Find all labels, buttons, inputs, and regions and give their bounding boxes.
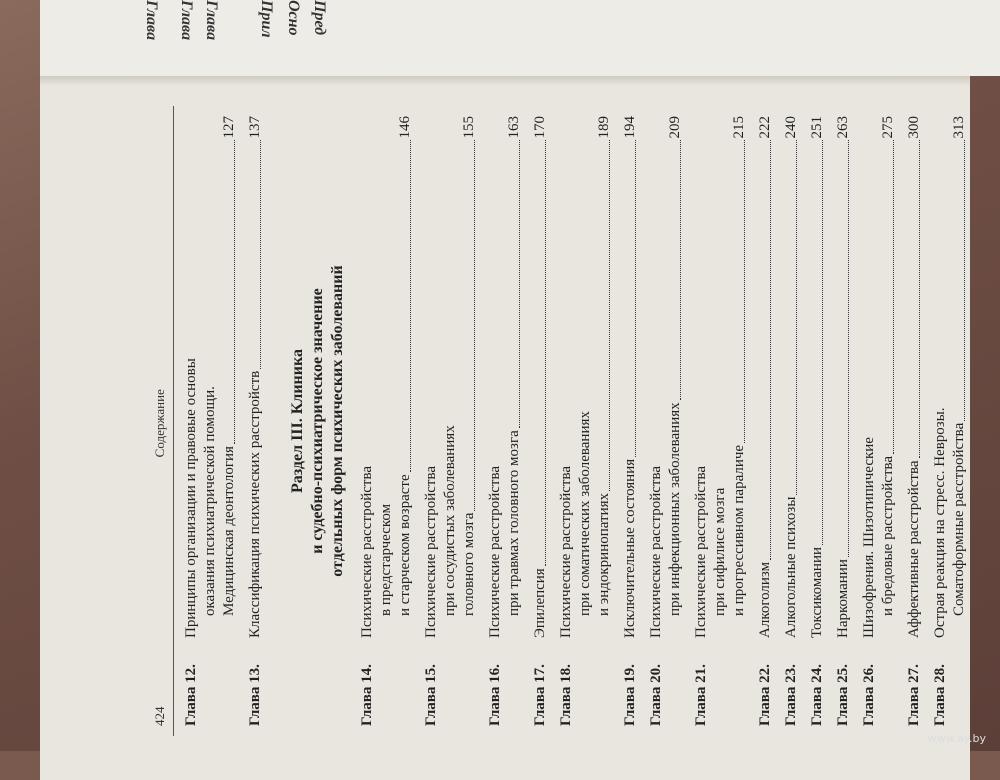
title-text: Принципы организации и правовые основы — [183, 357, 199, 638]
chapter-number: 14. — [359, 663, 375, 683]
page-ref: 170 — [532, 115, 548, 139]
section-title-line: Раздел III. Клиника — [289, 348, 306, 493]
toc-entry — [756, 116, 775, 726]
title-line — [358, 116, 377, 638]
page-ref: 251 — [809, 115, 825, 139]
chapter-label — [422, 638, 441, 726]
title-line — [557, 116, 576, 638]
title-line — [879, 116, 898, 638]
title-text: Медицинская деонтология — [221, 445, 237, 616]
entry-gap — [265, 116, 272, 726]
title-line — [422, 116, 441, 638]
chapter-label — [246, 638, 265, 726]
chapter-number: 27. — [906, 663, 922, 683]
title-text: и эндокринопатиях — [596, 492, 612, 616]
chapter-number: 20. — [648, 663, 664, 683]
title-line — [711, 116, 730, 638]
entry-gap — [749, 116, 756, 726]
page-ref: 209 — [667, 115, 683, 139]
rotated-page-content — [150, 106, 967, 736]
leader-dots — [410, 140, 411, 472]
chapter-label — [647, 638, 666, 726]
chapter-label — [905, 638, 924, 726]
chapter-word: Глава — [835, 686, 851, 726]
title-text: Эпилепсия — [532, 567, 548, 638]
chapter-title — [422, 116, 479, 638]
chapter-label — [808, 638, 827, 726]
chapter-label — [782, 638, 801, 726]
chapter-number: 23. — [783, 663, 799, 683]
chapter-word: Глава — [861, 686, 877, 726]
chapter-word: Глава — [906, 686, 922, 726]
toc-entry — [486, 116, 524, 726]
entry-gap — [640, 116, 647, 726]
chapter-number: 17. — [532, 663, 548, 683]
title-line — [860, 116, 879, 638]
entry-gap — [801, 116, 808, 726]
title-line — [782, 116, 801, 638]
entry-gap — [415, 116, 422, 726]
title-line — [808, 116, 827, 638]
chapter-title — [486, 116, 524, 638]
peek-text: Пред — [311, 0, 328, 36]
page-ref: 263 — [835, 115, 851, 139]
title-text: Шизофрения. Шизотипические — [861, 436, 877, 638]
chapter-title — [531, 116, 550, 638]
title-line — [905, 116, 924, 638]
peek-text: Глава — [203, 0, 220, 41]
chapter-label — [834, 638, 853, 726]
leader-dots — [893, 140, 894, 453]
title-text: Алкоголизм — [757, 561, 773, 638]
chapter-label — [621, 638, 640, 726]
page-ref: 189 — [596, 115, 612, 139]
chapter-title — [905, 116, 924, 638]
page-ref: 300 — [906, 115, 922, 139]
toc-entry — [692, 116, 749, 726]
title-line — [486, 116, 505, 638]
entry-gap — [969, 116, 976, 726]
title-text: при сосудистых заболеваниях — [442, 424, 458, 616]
title-text: Психические расстройства — [693, 465, 709, 638]
page-ref: 137 — [247, 115, 263, 139]
chapter-word: Глава — [487, 686, 503, 726]
page-ref: 163 — [506, 115, 522, 139]
section-title-line: отдельных форм психических заболеваний — [329, 264, 346, 577]
toc-sheet — [150, 106, 967, 736]
page-ref: 275 — [880, 115, 896, 139]
leader-dots — [474, 140, 475, 510]
title-text: Психические расстройства — [558, 465, 574, 638]
chapter-word: Глава — [359, 686, 375, 726]
chapter-word: Глава — [423, 686, 439, 726]
toc-entry — [782, 116, 801, 726]
title-line — [505, 116, 524, 638]
leader-dots — [260, 140, 261, 368]
title-text: Алкогольные психозы — [783, 496, 799, 638]
title-line — [576, 116, 595, 638]
chapter-title — [647, 116, 685, 638]
peek-text: Прил — [258, 0, 275, 38]
title-text: в предстарческом — [378, 503, 394, 616]
title-line — [730, 116, 749, 638]
chapter-label — [860, 638, 879, 726]
title-line — [377, 116, 396, 638]
title-text: Психические расстройства — [359, 465, 375, 638]
toc-entry — [422, 116, 479, 726]
chapter-number: 16. — [487, 663, 503, 683]
leader-dots — [822, 140, 823, 544]
chapter-title — [931, 116, 969, 638]
page-ref: 240 — [783, 115, 799, 139]
chapter-label — [182, 638, 201, 726]
chapter-number: 18. — [558, 663, 574, 683]
title-text: Соматоформные расстройства — [951, 422, 967, 616]
title-line — [931, 116, 950, 638]
title-text: Токсикомании — [809, 546, 825, 638]
leader-dots — [519, 140, 520, 428]
chapter-label — [756, 638, 775, 726]
peek-text: Глава — [143, 0, 160, 41]
section-title — [288, 116, 348, 726]
page-ref: 222 — [757, 115, 773, 139]
peek-text: Глава — [178, 0, 195, 41]
page-number: 424 — [152, 706, 167, 726]
chapter-word: Глава — [932, 686, 948, 726]
chapter-list — [358, 116, 976, 726]
entry-gap — [550, 116, 557, 726]
title-text: Классификация психических расстройств — [247, 370, 263, 638]
chapter-title — [692, 116, 749, 638]
toc-entry — [182, 116, 239, 726]
title-line — [647, 116, 666, 638]
page-ref: 313 — [951, 115, 967, 139]
page-ref: 215 — [731, 115, 747, 139]
title-text: при травмах головного мозга — [506, 429, 522, 616]
title-text: Острая реакция на стресс. Неврозы. — [932, 407, 948, 638]
title-text: головного мозга — [461, 512, 477, 616]
chapter-word: Глава — [648, 686, 664, 726]
chapter-title — [782, 116, 801, 638]
chapter-word: Глава — [183, 686, 199, 726]
title-text: и прогрессивном параличе — [731, 444, 747, 616]
toc-entry — [358, 116, 415, 726]
toc-entry — [246, 116, 265, 726]
title-text: при соматических заболеваниях — [577, 410, 593, 616]
title-line — [182, 116, 201, 638]
leader-dots — [744, 140, 745, 442]
chapter-number: 25. — [835, 663, 851, 683]
entry-gap — [685, 116, 692, 726]
page-ref: 155 — [461, 115, 477, 139]
toc-entry — [621, 116, 640, 726]
page-ref: 146 — [397, 115, 413, 139]
chapter-title — [808, 116, 827, 638]
leader-dots — [796, 140, 797, 494]
chapter-word: Глава — [809, 686, 825, 726]
chapter-word: Глава — [783, 686, 799, 726]
chapter-label — [486, 638, 505, 726]
entry-gap — [898, 116, 905, 726]
entry-gap — [239, 116, 246, 726]
running-head — [150, 106, 174, 736]
facing-page-edge — [40, 0, 1000, 76]
chapter-word: Глава — [693, 686, 709, 726]
chapter-title — [246, 116, 265, 638]
leader-dots — [964, 140, 965, 420]
chapter-title — [834, 116, 853, 638]
title-line — [950, 116, 969, 638]
entry-gap — [775, 116, 782, 726]
chapter-number: 28. — [932, 663, 948, 683]
chapter-label — [531, 638, 550, 726]
entry-gap — [614, 116, 621, 726]
chapter-word: Глава — [622, 686, 638, 726]
entry-gap — [479, 116, 486, 726]
toc-entry — [531, 116, 550, 726]
toc-entry — [931, 116, 969, 726]
chapter-list-top — [182, 116, 272, 726]
title-line — [666, 116, 685, 638]
toc-entry — [808, 116, 827, 726]
page-ref: 194 — [622, 115, 638, 139]
chapter-number: 19. — [622, 663, 638, 683]
title-text: Психические расстройства — [648, 465, 664, 638]
title-line — [201, 116, 220, 638]
chapter-title — [756, 116, 775, 638]
title-line — [756, 116, 775, 638]
chapter-number: 13. — [247, 663, 263, 683]
title-line — [220, 116, 239, 638]
chapter-label — [358, 638, 377, 726]
toc-entry — [860, 116, 898, 726]
title-line — [834, 116, 853, 638]
title-line — [246, 116, 265, 638]
chapter-title — [557, 116, 614, 638]
toc-entry — [557, 116, 614, 726]
title-text: Наркомании — [835, 558, 851, 638]
toc-entry — [647, 116, 685, 726]
chapter-word: Глава — [558, 686, 574, 726]
chapter-label — [931, 638, 950, 726]
page-ref: 127 — [221, 115, 237, 139]
title-line — [692, 116, 711, 638]
chapter-title — [358, 116, 415, 638]
chapter-number: 26. — [861, 663, 877, 683]
title-line — [531, 116, 550, 638]
chapter-title — [860, 116, 898, 638]
leader-dots — [919, 140, 920, 458]
title-line — [441, 116, 460, 638]
entry-gap — [924, 116, 931, 726]
chapter-word: Глава — [532, 686, 548, 726]
title-text: Исключительные состояния — [622, 458, 638, 638]
chapter-word: Глава — [757, 686, 773, 726]
entry-gap — [827, 116, 834, 726]
entry-gap — [524, 116, 531, 726]
chapter-title — [621, 116, 640, 638]
title-line — [396, 116, 415, 638]
title-text: при сифилисе мозга — [712, 487, 728, 616]
title-text: Психические расстройства — [423, 465, 439, 638]
chapter-label — [692, 638, 711, 726]
entry-gap — [853, 116, 860, 726]
leader-dots — [848, 140, 849, 557]
chapter-number: 24. — [809, 663, 825, 683]
table-of-contents — [174, 106, 976, 736]
chapter-title — [182, 116, 239, 638]
toc-entry — [905, 116, 924, 726]
book-gutter — [40, 76, 970, 86]
chapter-number: 12. — [183, 663, 199, 683]
title-text: Аффективные расстройства — [906, 460, 922, 638]
chapter-number: 15. — [423, 663, 439, 683]
leader-dots — [609, 140, 610, 491]
title-line — [621, 116, 640, 638]
title-text: и бредовые расстройства — [880, 455, 896, 616]
running-title: Содержание — [152, 388, 167, 457]
title-text: оказания психиатрической помощи. — [202, 385, 218, 616]
title-text: и старческом возрасте — [397, 473, 413, 616]
chapter-number: 21. — [693, 663, 709, 683]
watermark: www.ay.by — [927, 732, 986, 745]
leader-dots — [770, 140, 771, 559]
chapter-number: 22. — [757, 663, 773, 683]
leader-dots — [545, 140, 546, 566]
toc-entry — [834, 116, 853, 726]
section-title-line: и судебно-психиатрическое значение — [309, 287, 326, 554]
title-line — [595, 116, 614, 638]
title-text: при инфекционных заболеваниях — [667, 401, 683, 616]
leader-dots — [680, 140, 681, 400]
leader-dots — [234, 140, 235, 444]
peek-text: Осно — [285, 0, 302, 36]
leader-dots — [635, 140, 636, 456]
title-line — [460, 116, 479, 638]
chapter-word: Глава — [247, 686, 263, 726]
chapter-label — [557, 638, 576, 726]
title-text: Психические расстройства — [487, 465, 503, 638]
